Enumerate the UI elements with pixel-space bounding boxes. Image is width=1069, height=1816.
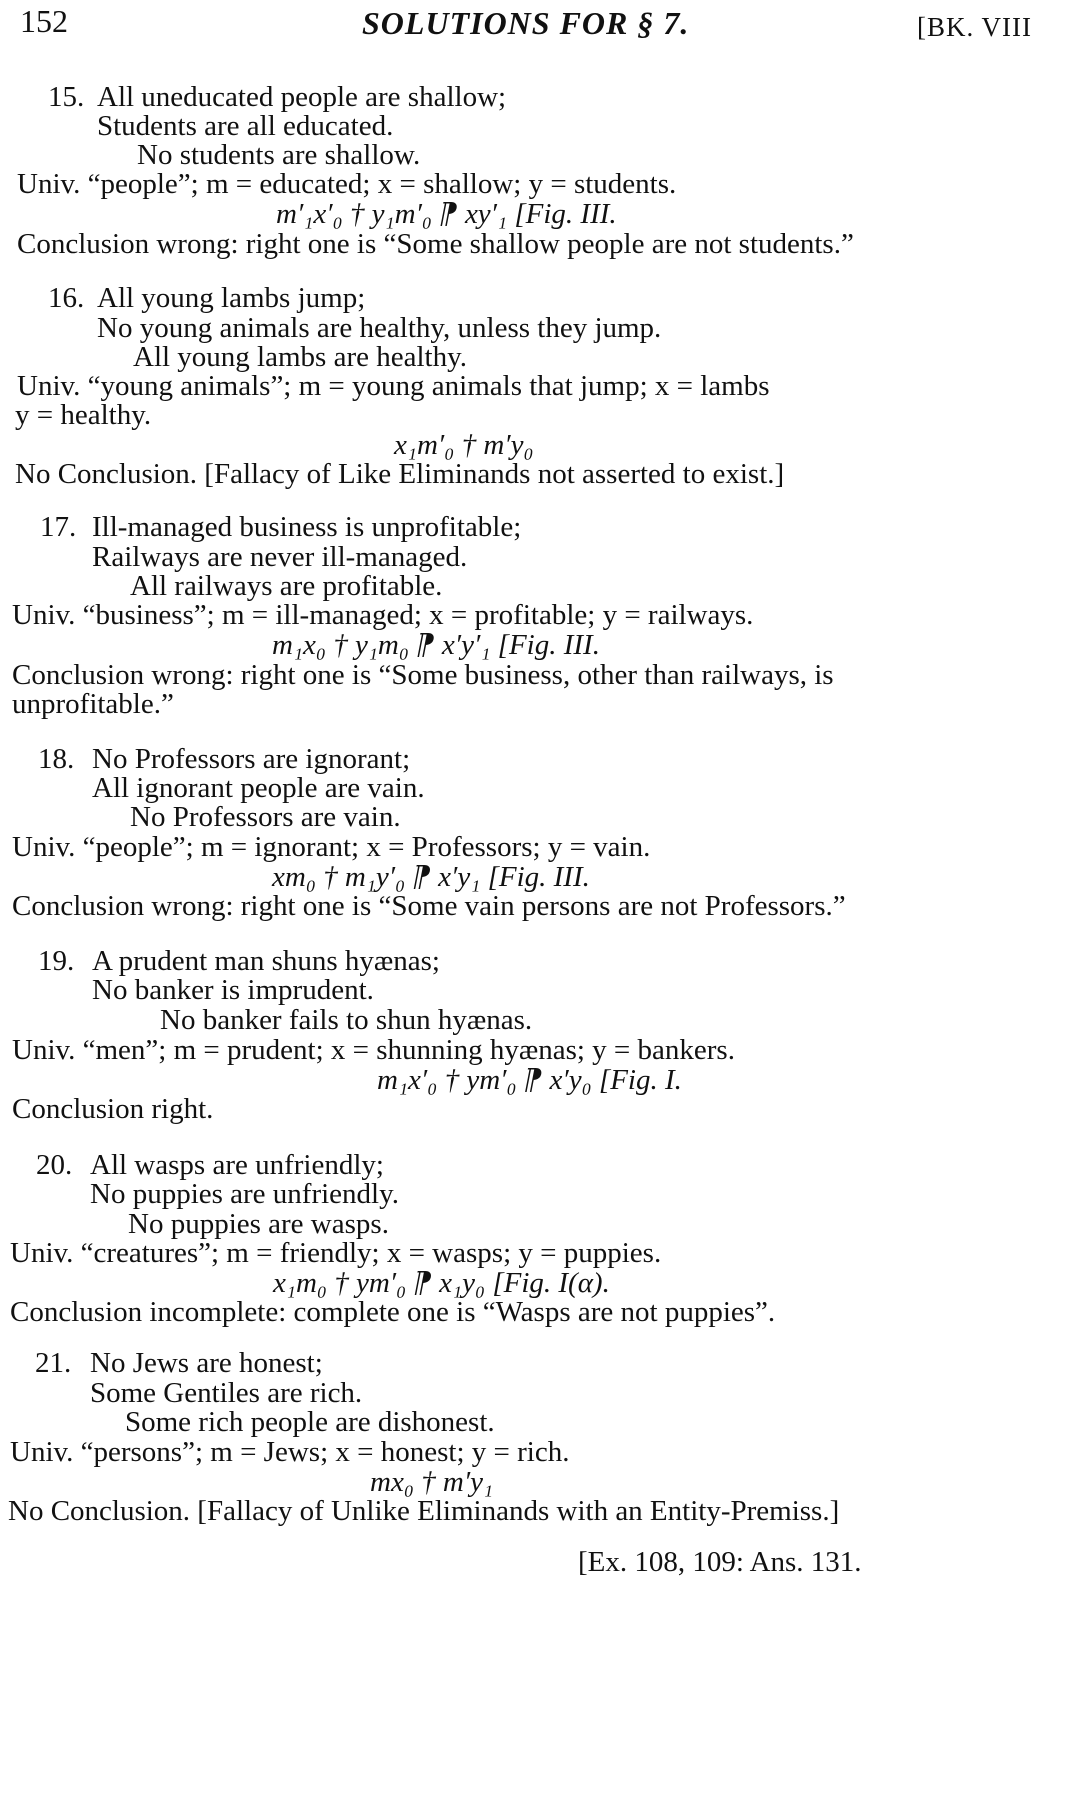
premise-2: No banker is imprudent. — [92, 974, 374, 1006]
universe-definition: Univ. “people”; m = ignorant; x = Professors; y = vain. — [12, 831, 651, 863]
proposed-conclusion: No Professors are vain. — [130, 801, 401, 833]
solution-verdict: Conclusion right. — [12, 1093, 214, 1125]
page-number: 152 — [20, 3, 68, 39]
problem-number: 20. — [36, 1149, 73, 1181]
proposed-conclusion: No students are shallow. — [137, 139, 421, 171]
book-reference: [BK. VIII — [917, 12, 1032, 42]
solution-verdict: No Conclusion. [Fallacy of Like Eliminands not asserted to exist.] — [15, 458, 785, 490]
problem-number: 18. — [38, 743, 75, 775]
proposed-conclusion: All railways are profitable. — [130, 570, 443, 602]
premise-2: No young animals are healthy, unless they jump. — [97, 312, 662, 344]
premise-2: Railways are never ill-managed. — [92, 541, 468, 573]
problem-number: 16. — [48, 282, 85, 314]
premise-2: All ignorant people are vain. — [92, 772, 425, 804]
symbolic-formula: m₁x₀ † y₁m₀ ⁋ x′y′₁ [Fig. III. — [272, 629, 600, 661]
universe-definition: Univ. “business”; m = ill-managed; x = profitable; y = railways. — [12, 599, 754, 631]
symbolic-formula: xm₀ † m₁y′₀ ⁋ x′y₁ [Fig. III. — [272, 861, 590, 893]
solution-verdict-continued: unprofitable.” — [12, 688, 174, 720]
solution-verdict: Conclusion wrong: right one is “Some business, other than railways, is — [12, 659, 834, 691]
problem-number: 15. — [48, 81, 85, 113]
universe-definition: Univ. “men”; m = prudent; x = shunning hyænas; y = bankers. — [12, 1034, 735, 1066]
premise-1: All wasps are unfriendly; — [90, 1149, 384, 1181]
symbolic-formula: m₁x′₀ † ym′₀ ⁋ x′y₀ [Fig. I. — [377, 1064, 682, 1096]
premise-2: No puppies are unfriendly. — [90, 1178, 399, 1210]
symbolic-formula: m′₁x′₀ † y₁m′₀ ⁋ xy′₁ [Fig. III. — [276, 198, 617, 230]
problem-number: 19. — [38, 945, 75, 977]
premise-2: Some Gentiles are rich. — [90, 1377, 363, 1409]
solution-verdict: No Conclusion. [Fallacy of Unlike Eliminands with an Entity-Premiss.] — [8, 1495, 840, 1527]
universe-definition-continued: y = healthy. — [15, 399, 152, 431]
premise-1: Ill-managed business is unprofitable; — [92, 511, 522, 543]
proposed-conclusion: All young lambs are healthy. — [133, 341, 467, 373]
page-title: SOLUTIONS FOR § 7. — [362, 5, 690, 41]
universe-definition: Univ. “young animals”; m = young animals that jump; x = lambs — [17, 370, 770, 402]
premise-1: No Jews are honest; — [90, 1347, 323, 1379]
solution-verdict: Conclusion incomplete: complete one is “Wasps are not puppies”. — [10, 1296, 776, 1328]
proposed-conclusion: No banker fails to shun hyænas. — [160, 1004, 533, 1036]
proposed-conclusion: No puppies are wasps. — [128, 1208, 389, 1240]
exercise-reference: [Ex. 108, 109: Ans. 131. — [578, 1546, 862, 1578]
symbolic-formula: mx₀ † m′y₁ — [370, 1466, 494, 1498]
universe-definition: Univ. “creatures”; m = friendly; x = wasps; y = puppies. — [10, 1237, 662, 1269]
problem-number: 21. — [35, 1347, 72, 1379]
solution-verdict: Conclusion wrong: right one is “Some vain persons are not Professors.” — [12, 890, 846, 922]
premise-1: No Professors are ignorant; — [92, 743, 411, 775]
premise-1: All uneducated people are shallow; — [97, 81, 507, 113]
proposed-conclusion: Some rich people are dishonest. — [125, 1406, 495, 1438]
solution-verdict: Conclusion wrong: right one is “Some shallow people are not students.” — [17, 228, 854, 260]
premise-1: All young lambs jump; — [97, 282, 366, 314]
problem-number: 17. — [40, 511, 77, 543]
premise-1: A prudent man shuns hyænas; — [92, 945, 440, 977]
symbolic-formula: x₁m′₀ † m′y₀ — [394, 429, 534, 461]
universe-definition: Univ. “persons”; m = Jews; x = honest; y = rich. — [10, 1436, 570, 1468]
symbolic-formula: x₁m₀ † ym′₀ ⁋ x₁y₀ [Fig. I(α). — [273, 1267, 610, 1299]
universe-definition: Univ. “people”; m = educated; x = shallow; y = students. — [17, 168, 677, 200]
premise-2: Students are all educated. — [97, 110, 394, 142]
